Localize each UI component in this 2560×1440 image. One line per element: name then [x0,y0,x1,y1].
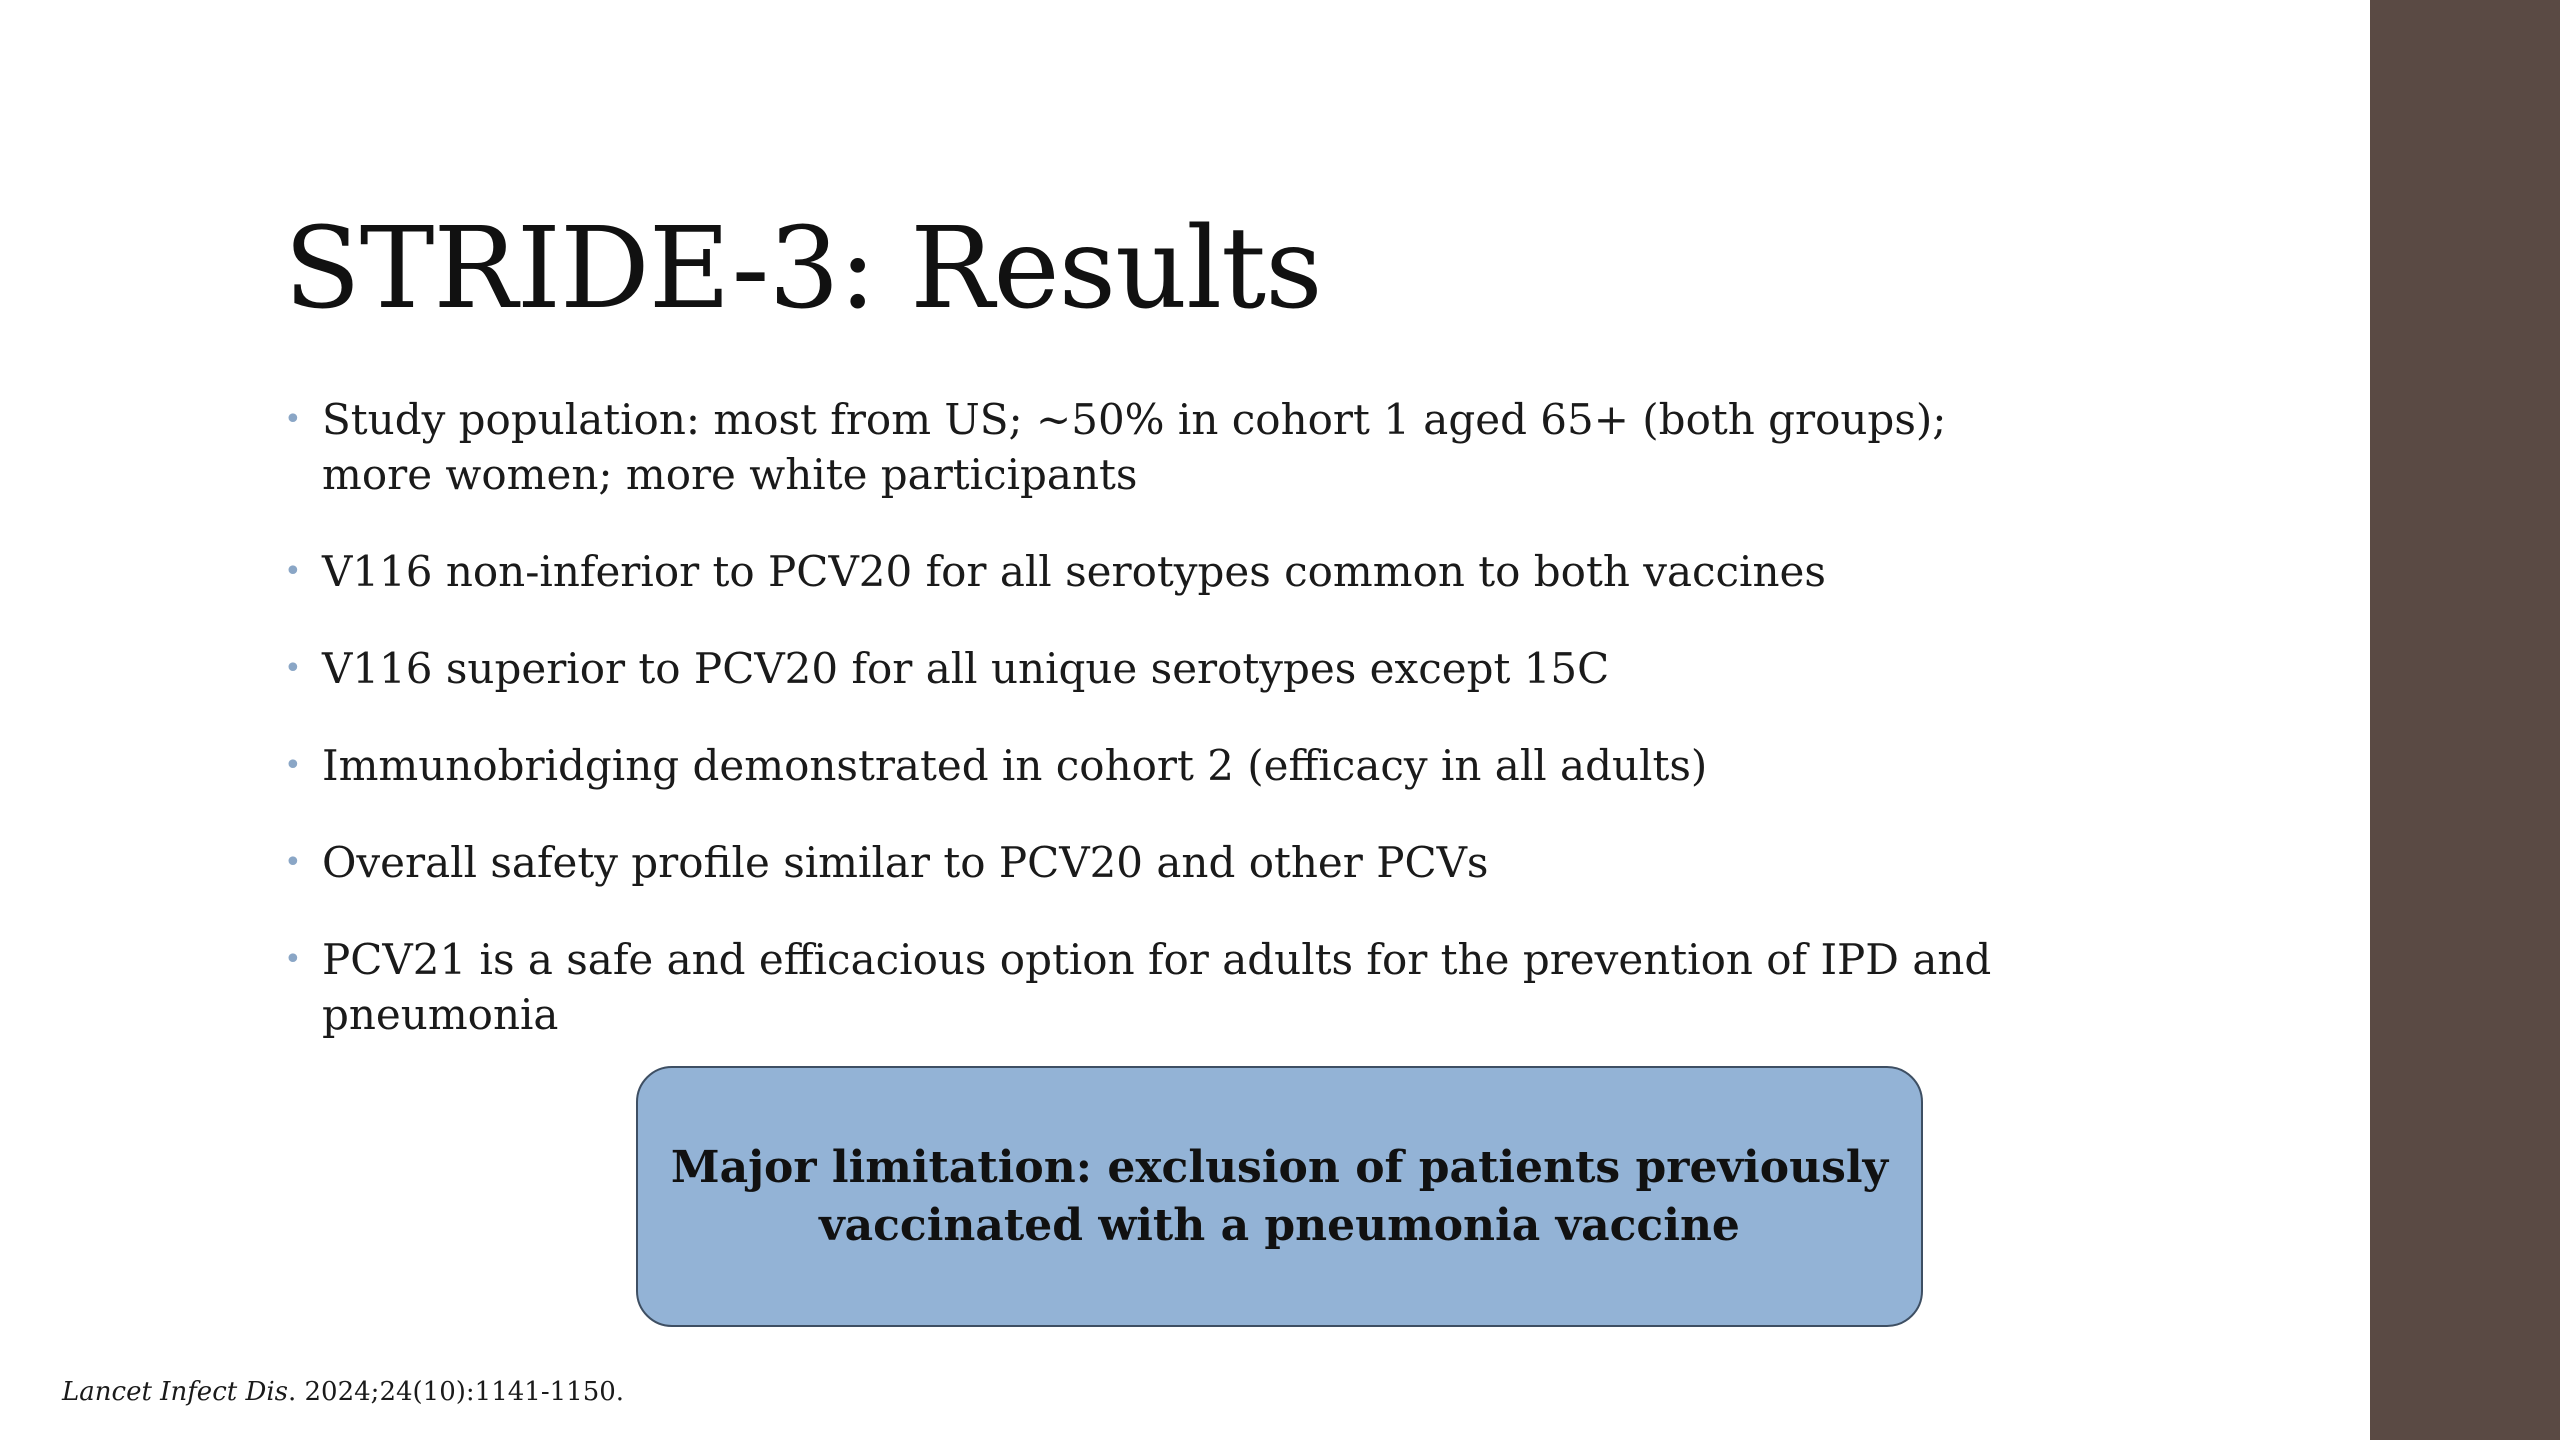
bullet-item [284,641,2004,696]
bullet-text: Immunobridging demonstrated in cohort 2 (efficacy in all adults) [322,741,1708,790]
citation [62,1375,624,1409]
bullet-item [284,738,2004,793]
bullet-dot-icon: • [284,942,302,977]
bullet-dot-icon: • [284,402,302,437]
bullet-item [284,392,2004,502]
slide-title: STRIDE-3: Results [284,204,1322,334]
bullet-list [284,392,2004,1084]
bullet-dot-icon: • [284,748,302,783]
bullet-text: PCV21 is a safe and efficacious option for adults for the prevention of IPD and pneumonia [322,935,1992,1039]
bullet-text: V116 superior to PCV20 for all unique serotypes except 15C [322,644,1610,693]
bullet-dot-icon: • [284,651,302,686]
bullet-item [284,544,2004,599]
bullet-dot-icon: • [284,554,302,589]
citation-journal: Lancet Infect Dis [62,1377,288,1407]
decorative-side-bar [2370,0,2560,1440]
bullet-text: Study population: most from US; ~50% in cohort 1 aged 65+ (both groups); more women; more white participants [322,395,1947,499]
bullet-dot-icon: • [284,845,302,880]
limitation-callout-text: Major limitation: exclusion of patients previously vaccinated with a pneumonia vaccine [670,1141,1889,1251]
bullet-item [284,932,2004,1042]
bullet-text: V116 non-inferior to PCV20 for all serotypes common to both vaccines [322,547,1826,596]
bullet-text: Overall safety profile similar to PCV20 and other PCVs [322,838,1489,887]
bullet-item [284,835,2004,890]
limitation-callout-box [636,1066,1923,1327]
citation-details: . 2024;24(10):1141-1150. [287,1377,625,1407]
